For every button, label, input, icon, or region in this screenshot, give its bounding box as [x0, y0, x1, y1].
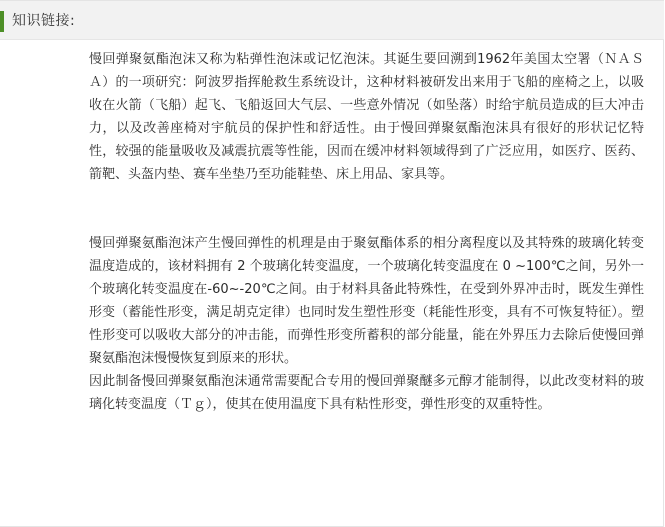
header-accent-bar [0, 11, 4, 32]
paragraph-spacer [89, 186, 644, 232]
paragraph-origin: 慢回弹聚氨酯泡沫又称为粘弹性泡沫或记忆泡沫。其诞生要回溯到1962年美国太空署（ＮＡＳＡ）的一项研究：阿波罗指挥舱救生系统设计，这种材料被研发出来用于飞船的座椅之上，以吸收在火箭（飞船）起飞、飞船返回大气层、一些意外情况（如坠落）时给宇航员造成的巨大冲击力，以及改善座椅对宇航员的保护性和舒适性。由于慢回弹聚氨酯泡沫具有很好的形状记忆特性，较强的能量吸收及减震抗震等性能，因而在缓冲材料领域得到了广泛应用，如医疗、医药、箭靶、头盔内垫、赛车坐垫乃至功能鞋垫、床上用品、家具等。 [89, 52, 644, 182]
section-header [0, 1, 664, 40]
paragraph-preparation: 因此制备慢回弹聚氨酯泡沫通常需要配合专用的慢回弹聚醚多元醇才能制得，以此改变材料的玻璃化转变温度（Ｔｇ），使其在使用温度下具有粘性形变，弹性形变的双重特性。 [89, 374, 644, 412]
section-title: 知识链接: [12, 13, 76, 29]
paragraph-mechanism: 慢回弹聚氨酯泡沫产生慢回弹性的机理是由于聚氨酯体系的相分离程度以及其特殊的玻璃化转变温度造成的，该材料拥有 2 个玻璃化转变温度，一个玻璃化转变温度在 0 ~100℃之间，另外一个玻璃化转变温度在-60~-20℃之间。由于材料具备此特殊性，在受到外界冲击时，既发生弹性形变（蓄能性形变，满足胡克定律）也同时发生塑性形变（耗能性形变，具有不可恢复特征）。塑性形变可以吸收大部分的冲击能，而弹性形变所蓄积的部分能量，能在外界压力去除后使慢回弹聚氨酯泡沫慢慢恢复到原来的形状。 [89, 236, 644, 366]
article-body [89, 48, 644, 416]
